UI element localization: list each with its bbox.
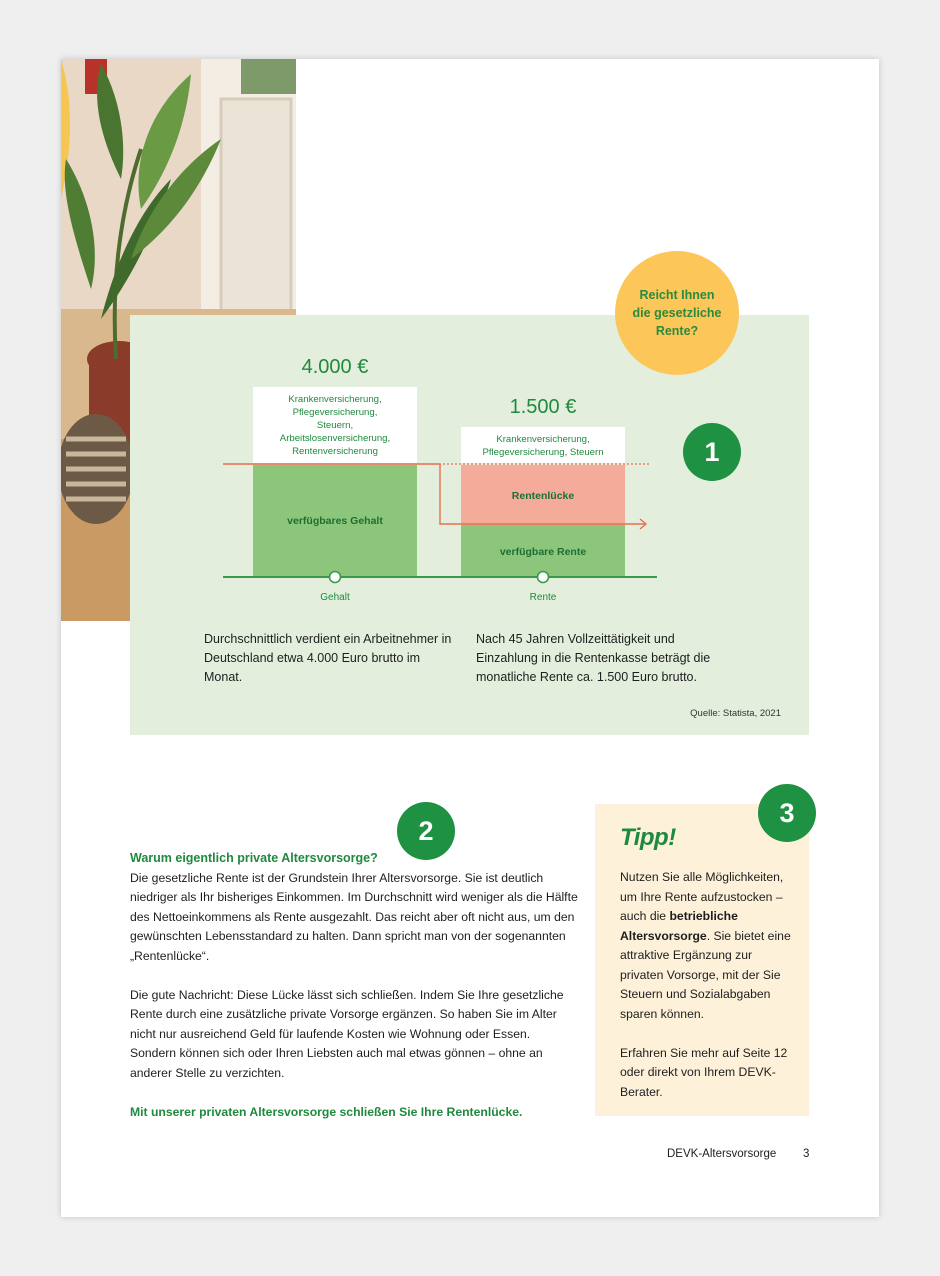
rente-axis-label: Rente — [529, 592, 557, 603]
tipp-paragraph-1 — [620, 868, 792, 1024]
gehalt-deduction-line: Krankenversicherung, — [288, 394, 382, 405]
paragraph-1: Die gesetzliche Rente ist der Grundstein Ihrer Altersvorsorge. Sie ist deutlich niedriger als Ihr bisheriges Einkommen. Im Durchschnitt wird weniger als die Hälfte des Nettoeinkommens als Rente ausgezahlt. Das reicht aber oft nicht aus, um den gewünschten Lebensstandard zu halten. Dann spricht man von der sogenannten „Rentenlücke“. — [130, 870, 578, 963]
tipp-text — [620, 868, 792, 1122]
tipp-highlight: betriebliche Altersvorsorge — [620, 909, 738, 943]
gehalt-deduction-line: Pflegeversicherung, — [292, 407, 378, 418]
rente-deduction-line: Krankenversicherung, — [496, 434, 590, 445]
gehalt-deduction-line: Rentenversicherung — [292, 446, 378, 457]
brochure-page — [61, 59, 879, 1217]
gehalt-axis-label: Gehalt — [320, 592, 350, 603]
rente-bar-label: verfügbare Rente — [499, 546, 587, 558]
gehalt-axis-marker — [330, 572, 341, 583]
gehalt-deduction-line: Arbeitslosenversicherung, — [279, 433, 391, 444]
pension-gap-infobox — [130, 315, 809, 735]
private-pension-section — [130, 849, 578, 1122]
tipp-title: Tipp! — [620, 824, 676, 851]
tipp-text-end: . Sie bietet eine attraktive Ergänzung zur privaten Vorsorge, mit der Sie Steuern und Sozialabgaben sparen können. — [620, 928, 791, 1021]
step-1-badge: 1 — [683, 423, 741, 481]
paragraph-2: Die gute Nachricht: Diese Lücke lässt sich schließen. Indem Sie Ihre gesetzliche Rente durch eine zusätzliche private Vorsorge ergänzen. So haben Sie im Alter nicht nur ausreichend Geld für laufende Kosten wie Wohnung oder Essen. Sondern können sich oder Ihren Liebsten auch mal etwas gönnen – ohne an anderer Stelle zu verzichten. — [130, 987, 564, 1080]
caption-gehalt: Durchschnittlich verdient ein Arbeitnehmer in Deutschland etwa 4.000 Euro brutto im Monat. — [204, 632, 452, 684]
question-bubble — [615, 251, 739, 375]
caption-rente: Nach 45 Jahren Vollzeittätigkeit und Einzahlung in die Rentenkasse beträgt die monatliche Rente ca. 1.500 Euro brutto. — [476, 632, 711, 684]
tipp-text-start: Nutzen Sie alle Möglichkeiten, um Ihre Rente aufzustocken – auch die — [620, 870, 784, 923]
page-number: 3 — [803, 1148, 810, 1160]
footer-title: DEVK-Altersvorsorge — [667, 1148, 777, 1160]
step-2-badge: 2 — [397, 802, 455, 860]
source-note: Quelle: Statista, 2021 — [690, 708, 781, 719]
rente-axis-marker — [538, 572, 549, 583]
closing-statement: Mit unserer privaten Altersvorsorge schließen Sie Ihre Rentenlücke. — [130, 1104, 523, 1119]
tipp-paragraph-2: Erfahren Sie mehr auf Seite 12 oder direkt von Ihrem DEVK-Berater. — [620, 1045, 788, 1099]
section-heading: Warum eigentlich private Altersvorsorge? — [130, 851, 378, 865]
rentenluecke-label: Rentenlücke — [511, 490, 575, 502]
tipp-box — [595, 804, 809, 1116]
rente-deduction-line: Pflegeversicherung, Steuern — [482, 447, 604, 458]
question-text: Reicht Ihnen die gesetzliche Rente? — [632, 288, 722, 338]
gehalt-deduction-line: Steuern, — [316, 420, 354, 431]
gehalt-bar-label: verfügbares Gehalt — [287, 515, 383, 527]
gehalt-amount: 4.000 € — [301, 356, 369, 378]
step-3-badge: 3 — [758, 784, 816, 842]
rente-amount: 1.500 € — [509, 396, 577, 418]
